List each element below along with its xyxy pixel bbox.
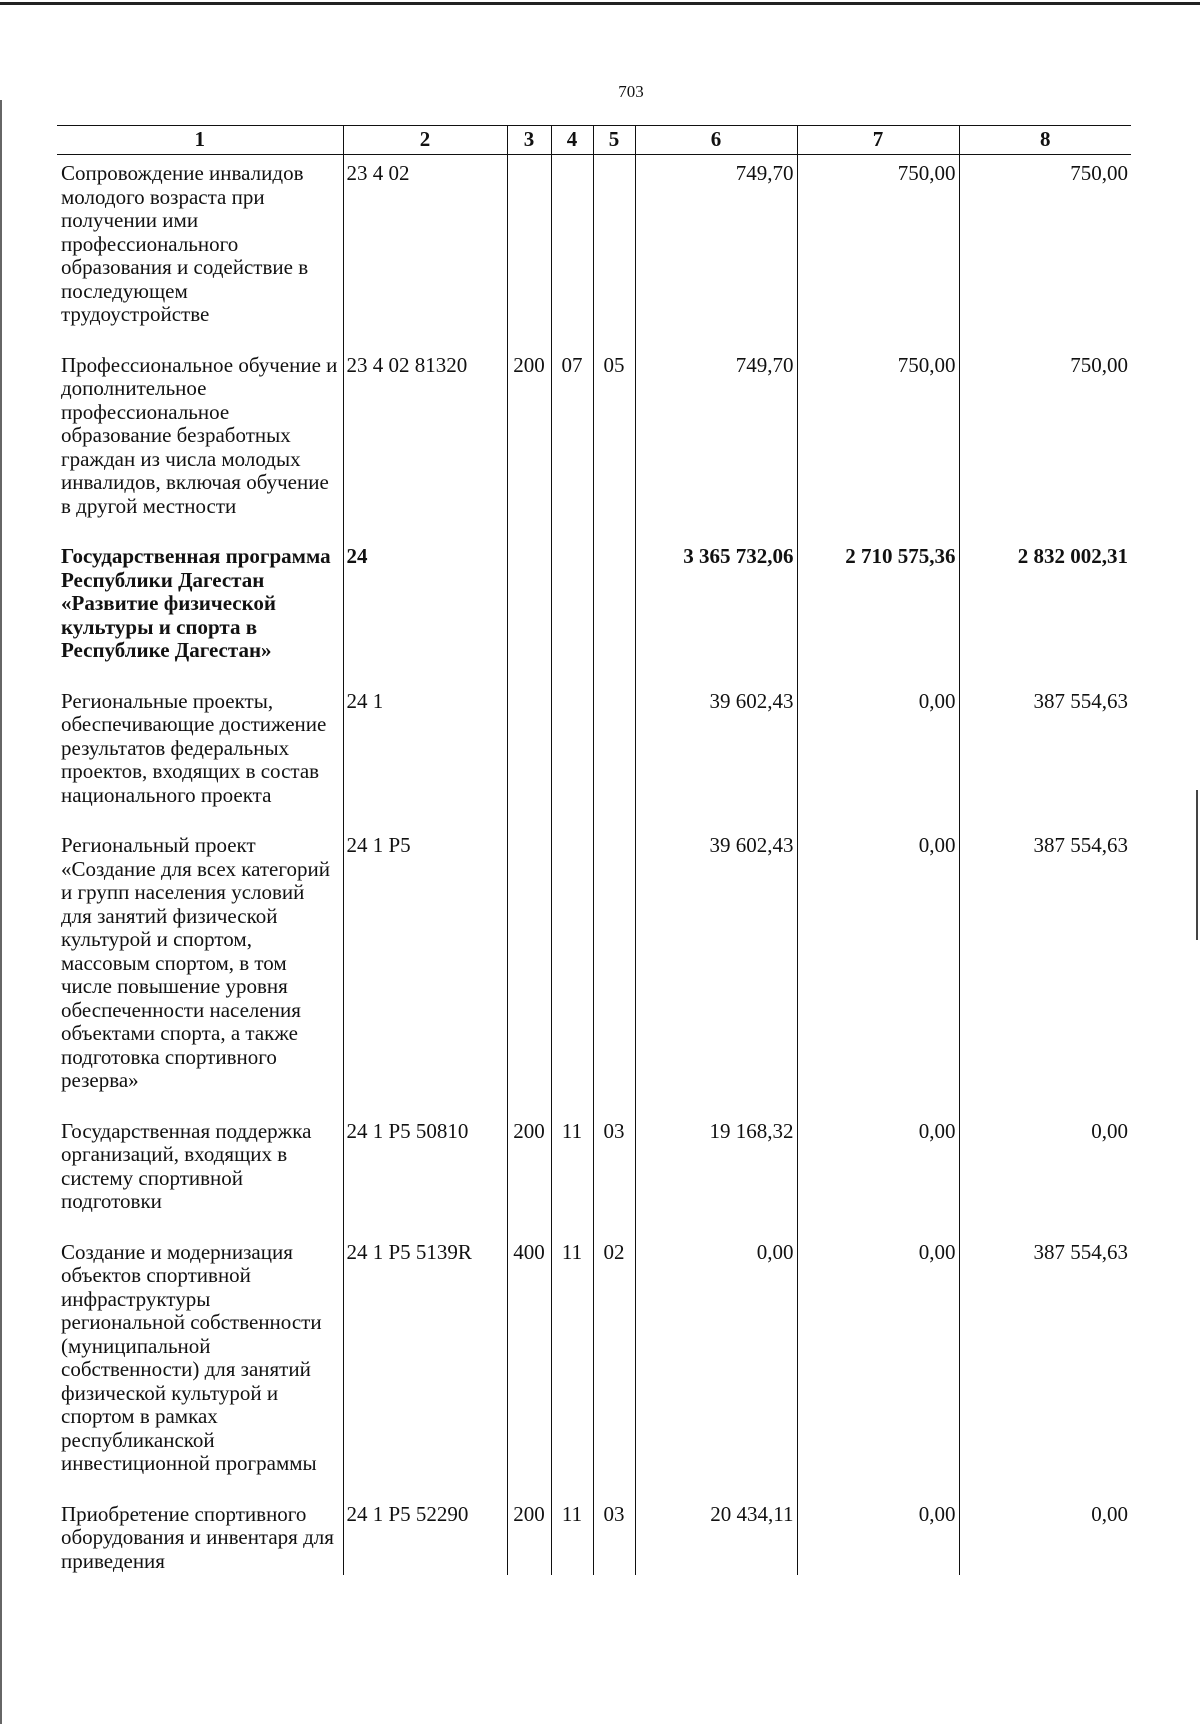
row-name: Создание и модернизация объектов спортивной инфраструктуры региональной собственности (муниципальной собственности) для занятий физической культурой и спортом в рамках республиканской инвестиционной программы bbox=[61, 1239, 322, 1475]
row-section bbox=[551, 155, 593, 343]
table-row bbox=[57, 1492, 1131, 1576]
col-header-3: 3 bbox=[507, 126, 551, 155]
table-row-program bbox=[57, 534, 1131, 679]
col-header-2: 2 bbox=[343, 126, 507, 155]
row-vr bbox=[507, 823, 551, 1109]
row-subsection bbox=[593, 534, 635, 679]
row-value-6: 3 365 732,06 bbox=[635, 534, 797, 679]
col-header-1: 1 bbox=[57, 126, 343, 155]
row-value-6: 749,70 bbox=[635, 155, 797, 343]
row-value-7: 0,00 bbox=[797, 823, 959, 1109]
row-vr: 400 bbox=[507, 1230, 551, 1492]
table-row bbox=[57, 1230, 1131, 1492]
row-value-7: 750,00 bbox=[797, 155, 959, 343]
row-value-8: 0,00 bbox=[959, 1109, 1131, 1230]
row-value-7: 0,00 bbox=[797, 1492, 959, 1576]
row-value-6: 749,70 bbox=[635, 343, 797, 535]
row-value-7: 750,00 bbox=[797, 343, 959, 535]
row-code: 24 bbox=[343, 534, 507, 679]
row-code: 24 1 P5 52290 bbox=[343, 1492, 507, 1576]
col-header-6: 6 bbox=[635, 126, 797, 155]
row-subsection: 03 bbox=[593, 1492, 635, 1576]
row-value-6: 0,00 bbox=[635, 1230, 797, 1492]
row-vr bbox=[507, 155, 551, 343]
row-code: 24 1 bbox=[343, 679, 507, 824]
header-row bbox=[57, 126, 1131, 155]
row-section bbox=[551, 679, 593, 824]
row-value-7: 2 710 575,36 bbox=[797, 534, 959, 679]
row-value-8: 750,00 bbox=[959, 155, 1131, 343]
row-subsection bbox=[593, 823, 635, 1109]
row-value-8: 2 832 002,31 bbox=[959, 534, 1131, 679]
row-value-7: 0,00 bbox=[797, 679, 959, 824]
row-value-7: 0,00 bbox=[797, 1109, 959, 1230]
row-value-8: 387 554,63 bbox=[959, 679, 1131, 824]
row-name: Сопровождение инвалидов молодого возраста при получении ими профессионального образования и содействие в последующем трудоустройстве bbox=[61, 161, 309, 326]
row-vr: 200 bbox=[507, 1492, 551, 1576]
col-header-5: 5 bbox=[593, 126, 635, 155]
table-row bbox=[57, 155, 1131, 343]
row-vr: 200 bbox=[507, 343, 551, 535]
row-vr: 200 bbox=[507, 1109, 551, 1230]
row-code: 23 4 02 bbox=[343, 155, 507, 343]
page-number: 703 bbox=[618, 82, 644, 101]
row-code: 24 1 P5 bbox=[343, 823, 507, 1109]
row-name: Государственная поддержка организаций, входящих в систему спортивной подготовки bbox=[61, 1118, 312, 1213]
row-subsection bbox=[593, 679, 635, 824]
col-header-8: 8 bbox=[959, 126, 1131, 155]
row-vr bbox=[507, 534, 551, 679]
row-name: Региональные проекты, обеспечивающие достижение результатов федеральных проектов, входящих в состав национального проекта bbox=[61, 688, 327, 807]
budget-table bbox=[57, 125, 1131, 1575]
row-code: 24 1 P5 50810 bbox=[343, 1109, 507, 1230]
row-name: Приобретение спортивного оборудования и инвентаря для приведения bbox=[61, 1501, 334, 1573]
col-header-4: 4 bbox=[551, 126, 593, 155]
row-section: 11 bbox=[551, 1492, 593, 1576]
row-section: 07 bbox=[551, 343, 593, 535]
row-value-6: 39 602,43 bbox=[635, 823, 797, 1109]
scan-right-mark bbox=[1196, 790, 1198, 940]
table-row bbox=[57, 343, 1131, 535]
row-value-6: 19 168,32 bbox=[635, 1109, 797, 1230]
row-value-7: 0,00 bbox=[797, 1230, 959, 1492]
row-subsection bbox=[593, 155, 635, 343]
scan-top-edge bbox=[0, 2, 1200, 5]
row-value-6: 39 602,43 bbox=[635, 679, 797, 824]
row-name: Региональный проект «Создание для всех категорий и групп населения условий для занятий физической культурой и спортом, массовым спортом, в том числе повышение уровня обеспеченности населения объектами спорта, а также подготовка спортивного резерва» bbox=[61, 833, 330, 1092]
row-name: Государственная программа Республики Дагестан «Развитие физической культуры и спорта в Республике Дагестан» bbox=[61, 544, 331, 662]
table-row bbox=[57, 1109, 1131, 1230]
scan-left-edge bbox=[0, 100, 2, 1724]
row-value-8: 387 554,63 bbox=[959, 823, 1131, 1109]
row-code: 23 4 02 81320 bbox=[343, 343, 507, 535]
row-section bbox=[551, 823, 593, 1109]
row-section bbox=[551, 534, 593, 679]
row-subsection: 03 bbox=[593, 1109, 635, 1230]
col-header-7: 7 bbox=[797, 126, 959, 155]
row-section: 11 bbox=[551, 1230, 593, 1492]
row-subsection: 02 bbox=[593, 1230, 635, 1492]
row-name: Профессиональное обучение и дополнительное профессиональное образование безработных граждан из числа молодых инвалидов, включая обучение в другой местности bbox=[61, 352, 338, 518]
table-row bbox=[57, 679, 1131, 824]
row-value-8: 750,00 bbox=[959, 343, 1131, 535]
row-value-8: 387 554,63 bbox=[959, 1230, 1131, 1492]
table-row bbox=[57, 823, 1131, 1109]
row-vr bbox=[507, 679, 551, 824]
row-subsection: 05 bbox=[593, 343, 635, 535]
row-code: 24 1 P5 5139R bbox=[343, 1230, 507, 1492]
row-section: 11 bbox=[551, 1109, 593, 1230]
row-value-8: 0,00 bbox=[959, 1492, 1131, 1576]
row-value-6: 20 434,11 bbox=[635, 1492, 797, 1576]
